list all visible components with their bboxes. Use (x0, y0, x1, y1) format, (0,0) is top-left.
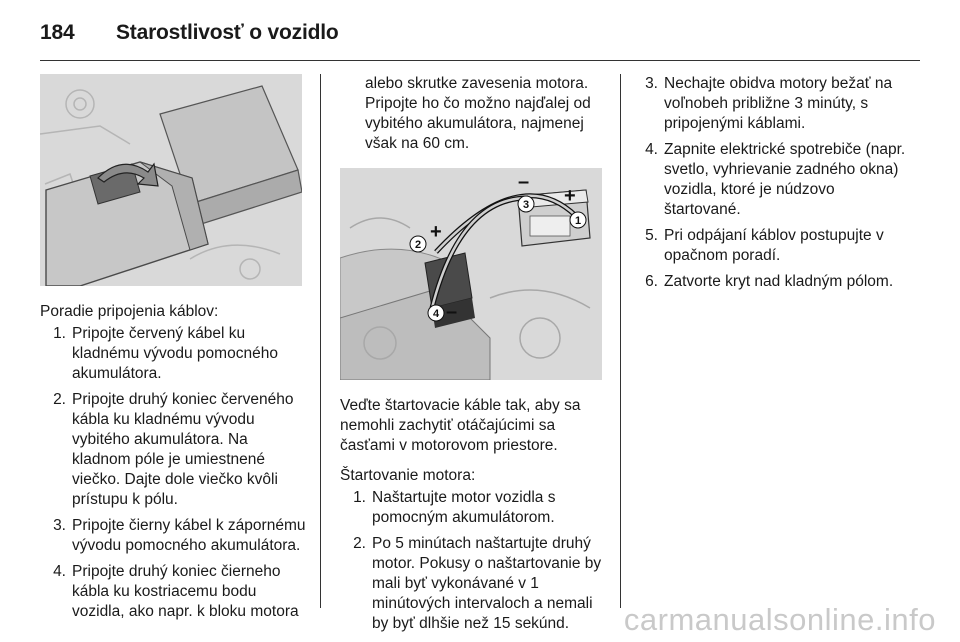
figure-label-2: 2 (414, 239, 422, 251)
minus-sign-donor: – (518, 171, 530, 193)
column-2 (340, 74, 606, 634)
list-item (340, 534, 606, 634)
step-number: 5. (645, 227, 658, 244)
list-item (640, 140, 906, 220)
list-item (40, 516, 308, 556)
list-item (40, 562, 308, 622)
cable-routing-note: Veďte štartovacie káble tak, aby sa nemohli zachytiť otáčajúcimi sa časťami v motorovom priestore. (340, 397, 581, 454)
step-number: 3. (53, 517, 66, 534)
cable-order-intro: Poradie pripojenia káblov: (40, 303, 219, 320)
step-number: 2. (53, 391, 66, 408)
header-divider (40, 60, 920, 61)
figure-label-1: 1 (574, 215, 582, 227)
page-header (40, 18, 339, 48)
battery-cover-illustration (40, 74, 302, 286)
list-item (640, 226, 906, 266)
step-text: Po 5 minútach naštartujte druhý motor. Pokusy o naštartovanie by mali byť vykonávané v 1 minútových intervaloch a nemali by byť dlhšie než 15 sekúnd. (372, 535, 602, 632)
starting-engine-heading: Štartovanie motora: (340, 467, 476, 484)
step-number: 6. (645, 273, 658, 290)
step-number: 1. (53, 325, 66, 342)
step-text: Zapnite elektrické spotrebiče (napr. svetlo, vyhrievanie zadného okna) vozidla, ktoré je núdzovo štartované. (664, 141, 906, 218)
plus-sign-discharged: + (430, 221, 442, 243)
battery-cover-drawing (40, 74, 302, 286)
step-text: Pripojte druhý koniec čierneho kábla ku kostriacemu bodu vozidla, ako napr. k bloku motora (72, 563, 299, 620)
step-number: 2. (353, 535, 366, 552)
list-item (640, 272, 906, 292)
column-divider-right (620, 74, 621, 608)
jump-start-drawing (340, 168, 602, 380)
site-watermark: carmanualsonline.info (623, 602, 936, 637)
minus-sign-ground: – (446, 301, 458, 323)
cable-connection-steps (40, 324, 308, 622)
engine-start-steps (340, 488, 606, 634)
figure-label-4: 4 (432, 308, 440, 320)
column-3 (640, 74, 906, 292)
step-number: 4. (645, 141, 658, 158)
step-text: Pripojte červený kábel ku kladnému vývodu pomocného akumulátora. (72, 325, 278, 382)
step-text: Pripojte čierny kábel k zápornému vývodu pomocného akumulátora. (72, 517, 306, 554)
step-text: Pri odpájaní káblov postupujte v opačnom poradí. (664, 227, 884, 264)
step-text: Zatvorte kryt nad kladným pólom. (664, 273, 894, 290)
continued-text: alebo skrutke zavesenia motora. Pripojte ho čo možno najďalej od vybitého akumulátora, najmenej však na 60 cm. (365, 75, 591, 152)
plus-sign-donor: + (564, 185, 576, 207)
jump-start-illustration (340, 168, 602, 380)
step-number: 1. (353, 489, 366, 506)
page-number: 184 (40, 21, 75, 44)
engine-start-steps-continued (640, 74, 906, 292)
step-number: 3. (645, 75, 658, 92)
step-number: 4. (53, 563, 66, 580)
list-item (640, 74, 906, 134)
list-item (40, 390, 308, 510)
column-1 (40, 74, 308, 622)
column-divider-left (320, 74, 321, 608)
step-text: Pripojte druhý koniec červeného kábla ku kladnému vývodu vybitého akumulátora. Na kladnom póle je umiestnené viečko. Dajte dole viečko kvôli prístupu k pólu. (72, 391, 294, 508)
list-item (340, 488, 606, 528)
page-title: Starostlivosť o vozidlo (116, 21, 339, 44)
list-item (40, 324, 308, 384)
figure-label-3: 3 (522, 199, 530, 211)
step-text: Nechajte obidva motory bežať na voľnobeh približne 3 minúty, s pripojenými káblami. (664, 75, 893, 132)
step-text: Naštartujte motor vozidla s pomocným akumulátorom. (372, 489, 556, 526)
